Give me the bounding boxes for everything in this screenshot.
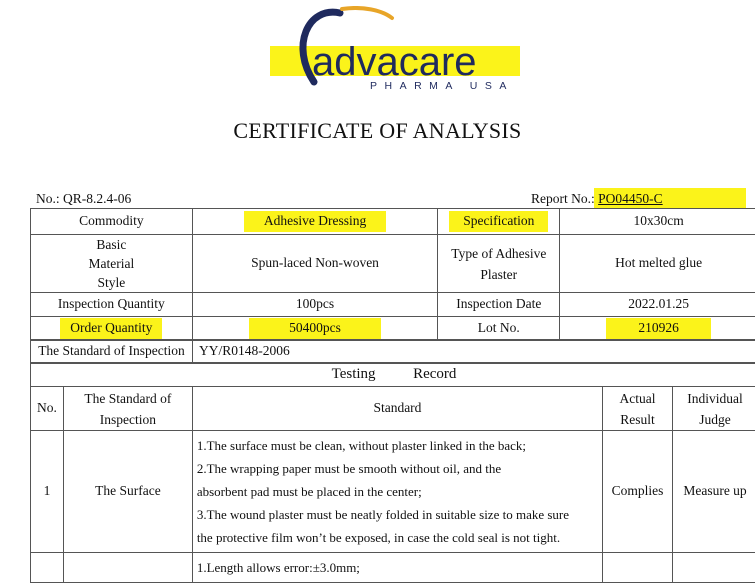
adhesive-type-label (438, 235, 560, 293)
inspection-quantity-value: 100pcs (192, 293, 438, 317)
requirement-line: 3.The wound plaster must be neatly folded in suitable size to make sure (197, 503, 598, 526)
requirement-line: 2.The wrapping paper must be smooth without oil, and the (197, 457, 598, 480)
order-quantity-label: Order Quantity (60, 318, 162, 338)
col-individual-judge-header (673, 387, 755, 431)
report-value: PO04450-C (598, 191, 663, 206)
row-item: The Surface (63, 431, 192, 553)
basic-label-line: Style (31, 273, 192, 292)
table-row (31, 387, 755, 431)
inspection-date-value: 2022.01.25 (560, 293, 755, 317)
table-row (31, 363, 755, 387)
requirement-line: the protective film won’t be exposed, in case the cold seal is not tight. (197, 526, 598, 549)
record-heading-right: Record (413, 366, 456, 382)
table-row (31, 553, 755, 583)
table-row (31, 209, 755, 235)
row-requirements (192, 553, 602, 583)
header-line: Individual (673, 388, 755, 409)
requirement-line: 1.The surface must be clean, without plaster linked in the back; (197, 434, 598, 457)
col-no-header: No. (31, 387, 64, 431)
table-row (31, 293, 755, 317)
advacare-logo (270, 6, 540, 98)
standard-label: The Standard of Inspection (31, 340, 193, 364)
row-actual-result (603, 553, 673, 583)
row-individual-judge (673, 553, 755, 583)
order-quantity-label-cell (31, 317, 193, 341)
adhesive-type-value: Hot melted glue (560, 235, 755, 293)
adhesive-label-line: Type of Adhesive (438, 243, 559, 264)
logo-swoosh-accent (342, 8, 392, 18)
requirement-line: absorbent pad must be placed in the center; (197, 480, 598, 503)
record-heading-left: Testing (332, 366, 376, 382)
row-individual-judge: Measure up (673, 431, 755, 553)
header-line: The Standard of (64, 388, 192, 409)
order-quantity-cell (192, 317, 438, 341)
col-standard-of-inspection-header (63, 387, 192, 431)
standard-table (30, 339, 755, 364)
specification-label-cell (438, 209, 560, 235)
lot-label: Lot No. (438, 317, 560, 341)
table-row (31, 431, 755, 553)
document-title: CERTIFICATE OF ANALYSIS (0, 118, 755, 144)
row-no (31, 553, 64, 583)
logo-wordmark: advacare (312, 40, 477, 84)
table-row (31, 235, 755, 293)
header-line: Judge (673, 409, 755, 430)
lot-value: 210926 (606, 318, 711, 338)
table-row (31, 317, 755, 341)
commodity-cell (192, 209, 438, 235)
col-standard-header: Standard (192, 387, 602, 431)
inspection-quantity-label: Inspection Quantity (31, 293, 193, 317)
standard-value: YY/R0148-2006 (192, 340, 755, 364)
inspection-date-label: Inspection Date (438, 293, 560, 317)
row-no: 1 (31, 431, 64, 553)
logo-subtitle: PHARMA USA (370, 80, 514, 92)
basic-label-line: Basic (31, 235, 192, 254)
order-quantity-value: 50400pcs (249, 318, 381, 338)
header-line: Inspection (64, 409, 192, 430)
header-line: Result (603, 409, 672, 430)
header-line: Actual (603, 388, 672, 409)
basic-label-line: Material (31, 254, 192, 273)
report-number (531, 191, 663, 207)
doc-no-label: No.: (36, 191, 60, 206)
row-actual-result: Complies (603, 431, 673, 553)
table-row (31, 340, 755, 364)
specification-value: 10x30cm (560, 209, 755, 235)
lot-cell (560, 317, 755, 341)
testing-record-table (30, 362, 755, 583)
record-heading (31, 363, 755, 387)
row-requirements (192, 431, 602, 553)
commodity-label: Commodity (31, 209, 193, 235)
product-info-table (30, 208, 755, 341)
requirement-line: 1.Length allows error:±3.0mm; (197, 556, 598, 579)
report-label: Report No.: (531, 191, 595, 206)
basic-material-value: Spun-laced Non-woven (192, 235, 438, 293)
row-item (63, 553, 192, 583)
commodity-value: Adhesive Dressing (244, 211, 386, 231)
col-actual-result-header (603, 387, 673, 431)
doc-no-value: QR-8.2.4-06 (63, 191, 131, 206)
document-number (36, 191, 131, 207)
specification-label: Specification (449, 211, 548, 231)
basic-material-label (31, 235, 193, 293)
adhesive-label-line: Plaster (438, 264, 559, 285)
